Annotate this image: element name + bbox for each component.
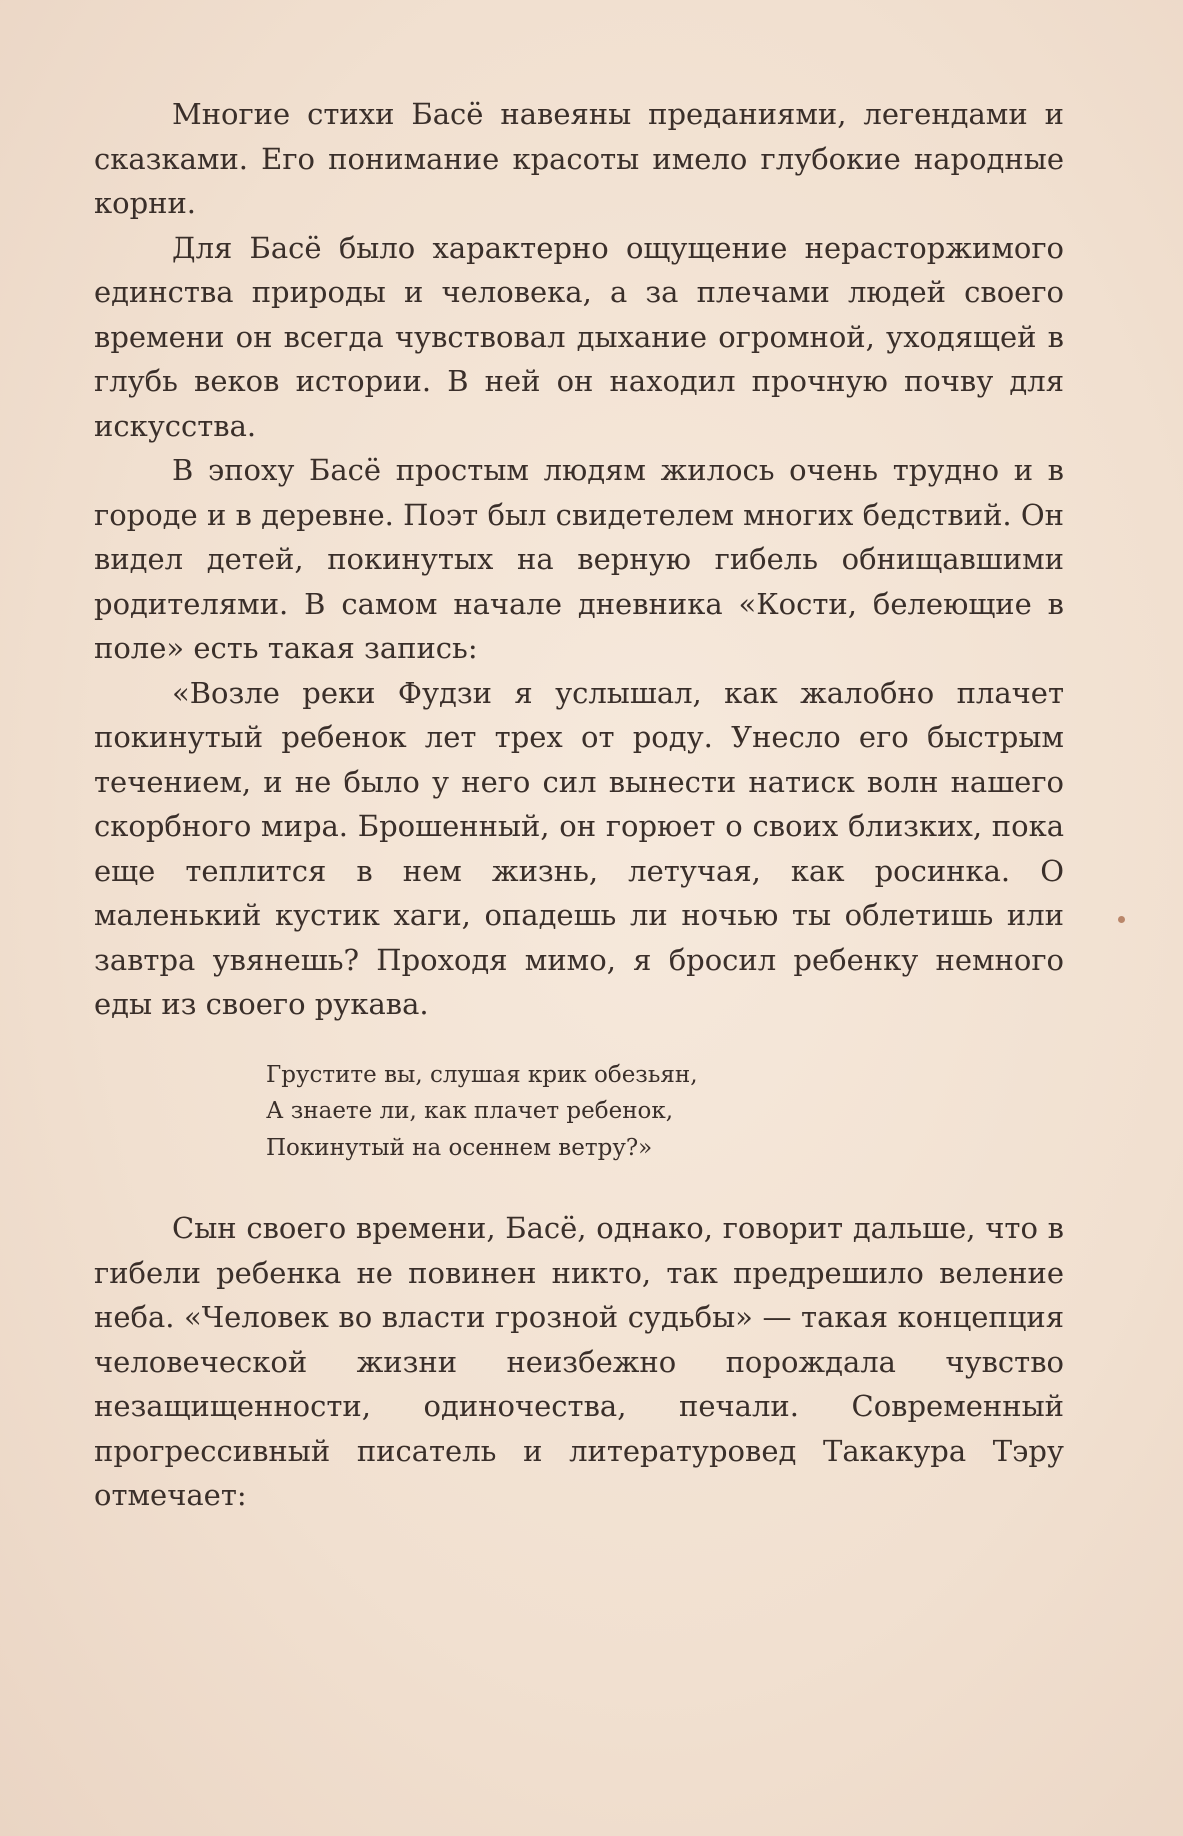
paragraph-quote: «Возле реки Фудзи я услышал, как жалобно плачет покинутый ребенок лет трех от роду. Унесло его быстрым течением, и не было у него сил вынести натиск волн нашего скорбного мира. Брошенный, он горюет о своих близких, пока еще теплится в нем жизнь, летучая, как росинка. О маленький кустик хаги, опадешь ли ночью ты облетишь или завтра увянешь? Проходя мимо, я бросил ребенку немного еды из своего рукава. xyxy=(94,675,1064,1021)
paragraph-2: Для Басё было характерно ощущение нерасторжимого единства природы и человека, а за плечами людей своего времени он всегда чувствовал дыхание огромной, уходящей в глубь веков истории. В ней он находил прочную почву для искусства. xyxy=(94,230,1064,443)
paragraph-3: В эпоху Басё простым людям жилось очень трудно и в городе и в деревне. Поэт был свидетелем многих бедствий. Он видел детей, покинутых на верную гибель обнищавшими родителями. В самом начале дневника «Кости, белеющие в поле» есть такая запись: xyxy=(94,453,1064,665)
poem-line-2: А знаете ли, как плачет ребенок, xyxy=(266,1098,674,1124)
paragraph-1: Многие стихи Басё навеяны преданиями, легендами и сказками. Его понимание красоты имело глубокие народные корни. xyxy=(94,97,1064,220)
haiku-poem xyxy=(266,1057,1064,1167)
paper-speck xyxy=(1118,916,1125,923)
closing-paragraph: Сын своего времени, Басё, однако, говорит дальше, что в гибели ребенка не повинен никто, так предрешило веление неба. «Человек во власти грозной судьбы» — такая концепция человеческой жизни неизбежно порождала чувство незащищенности, одиночества, печали. Современный прогрессивный писатель и литературовед Такакура Тэру отмечает: xyxy=(94,1211,1064,1512)
page-text xyxy=(94,92,1064,1518)
poem-line-3: Покинутый на осеннем ветру?» xyxy=(266,1134,653,1161)
poem-line-1: Грустите вы, слушая крик обезьян, xyxy=(266,1061,698,1088)
